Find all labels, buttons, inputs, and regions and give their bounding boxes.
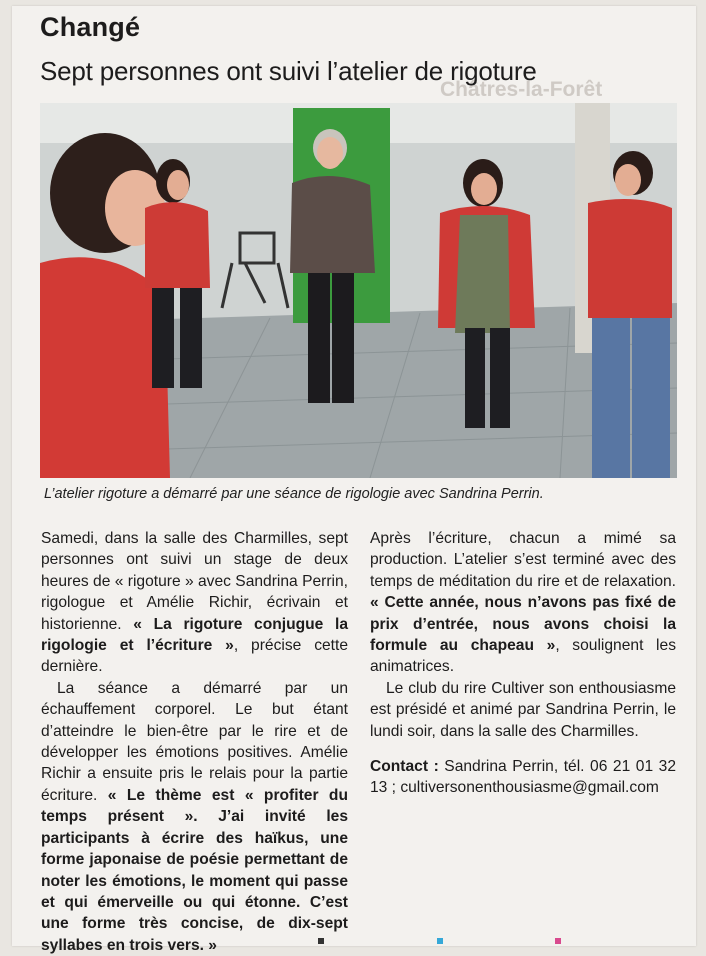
group-photo-icon xyxy=(40,103,677,478)
body-paragraph: Le club du rire Cultiver son enthousiasme est présidé et animé par Sandrina Perrin, le lundi soir, dans la salle des Charmilles. xyxy=(370,679,676,740)
bleed-through-text: Châtres-la-Forêt xyxy=(440,78,603,101)
contact-label: Contact : xyxy=(370,758,439,776)
article-photo xyxy=(40,103,677,478)
quote-text: « Le thème est « profiter du temps présent ». J’ai invité les participants à écrire des haïkus, une forme japonaise de poésie permettant de noter les émotions, le moment qui passe et qui émerveille ou qui étonne. C’est une forme très concise, de dix-sept syllabes en trois vers. » xyxy=(41,786,348,954)
body-text: Samedi, dans la salle des Charmilles, sept personnes ont suivi un stage de deux heures de « rigoture » avec Sandrina Perrin, rigologue et Amélie Richir, écrivain et historienne. xyxy=(41,530,348,633)
print-registration-mark xyxy=(555,938,561,944)
body-text: , soulignent les animatrices. xyxy=(370,637,676,676)
contact-text: Sandrina Perrin, tél. 06 21 01 32 13 ; cultiversonenthousiasme@gmail.com xyxy=(370,758,676,797)
body-paragraph xyxy=(41,678,348,956)
article-column-2 xyxy=(370,528,676,799)
body-paragraph xyxy=(370,528,676,678)
body-paragraph xyxy=(41,528,348,678)
article-subhead: Sept personnes ont suivi l’atelier de rigoture xyxy=(40,56,537,86)
print-registration-mark xyxy=(437,938,443,944)
quote-text: « La rigoture conjugue la rigologie et l’écriture » xyxy=(41,615,349,655)
contact-paragraph xyxy=(370,756,676,799)
body-text: , précise cette dernière. xyxy=(41,637,349,676)
print-registration-mark xyxy=(318,938,324,944)
body-text: Après l’écriture, chacun a mimé sa production. L’atelier s’est terminé avec des temps de méditation du rire et de relaxation. xyxy=(370,530,676,590)
quote-text: « Cette année, nous n’avons pas fixé de prix d’entrée, nous avons choisi la formule au chapeau » xyxy=(370,594,676,655)
article-headline: Changé xyxy=(40,12,141,42)
photo-caption: L’atelier rigoture a démarré par une séance de rigologie avec Sandrina Perrin. xyxy=(44,486,544,502)
article-column-1 xyxy=(41,528,348,956)
body-text: La séance a démarré par un échauffement corporel. Le but étant d’atteindre le bien-être par le rire et de développer les émotions positives. Amélie Richir a ensuite pris le relais pour la partie écriture. xyxy=(41,679,348,804)
